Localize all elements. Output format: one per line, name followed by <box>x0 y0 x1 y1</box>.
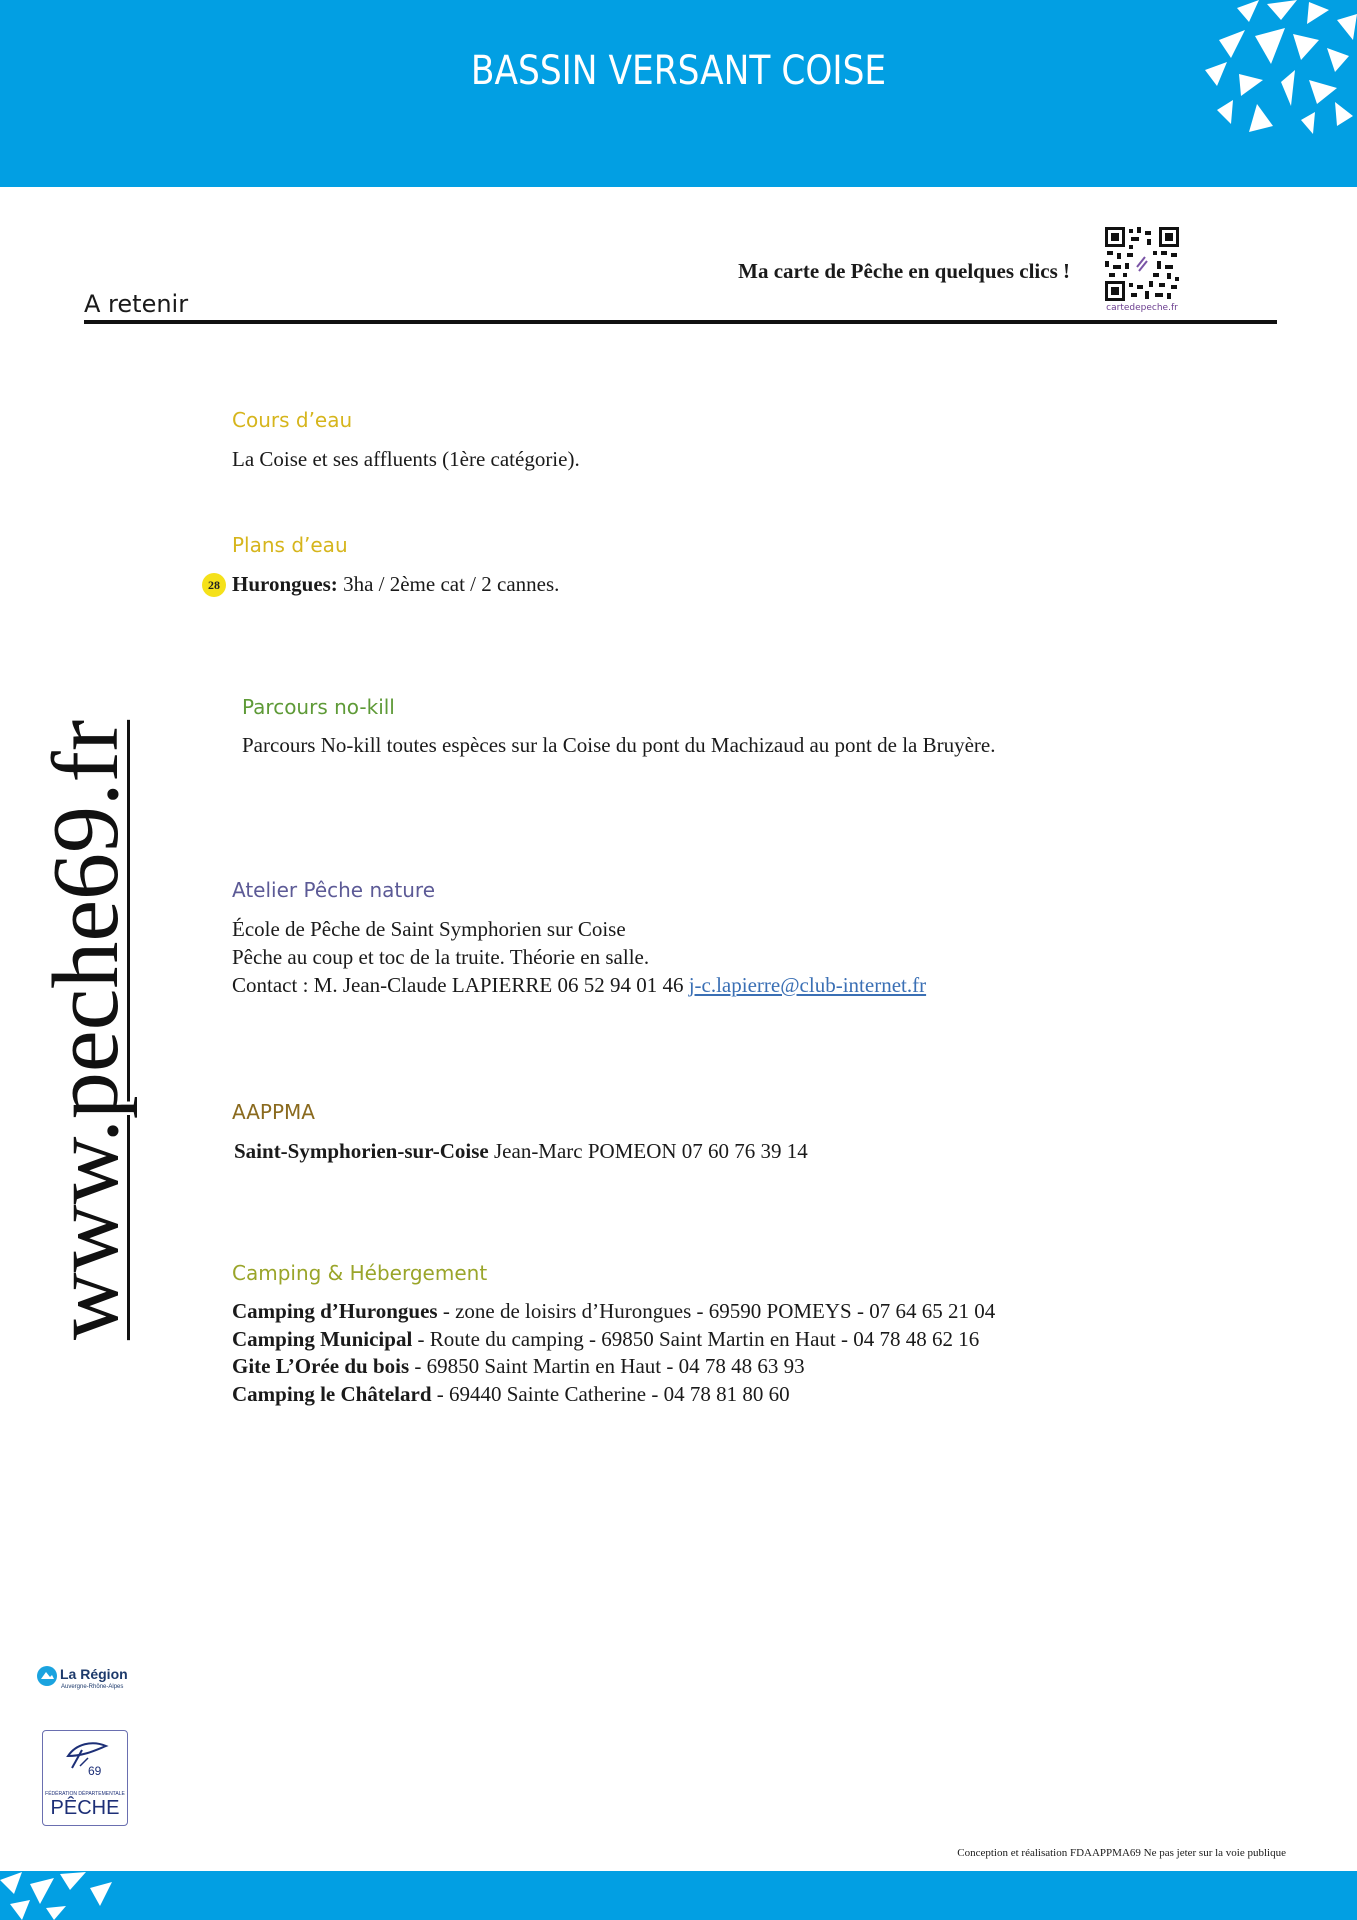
aappma-line <box>234 1137 808 1165</box>
lake-name: Hurongues: <box>232 572 338 596</box>
camping-item <box>232 1297 995 1325</box>
cours-eau-text: La Coise et ses affluents (1ère catégorie). <box>232 447 580 471</box>
decorative-shards-bottom <box>0 1870 120 1920</box>
atelier-heading: Atelier Pêche nature <box>232 878 435 902</box>
atelier-contact <box>232 971 926 999</box>
no-kill-heading: Parcours no-kill <box>242 695 395 719</box>
camping-name: Camping le Châtelard <box>232 1382 432 1406</box>
no-kill-text: Parcours No-kill toutes espèces sur la Coise du pont du Machizaud au pont de la Bruyère. <box>242 733 996 757</box>
camping-name: Gite L’Orée du bois <box>232 1354 410 1378</box>
camping-heading: Camping & Hébergement <box>232 1261 488 1285</box>
camping-details: - zone de loisirs d’Hurongues - 69590 POMEYS - 07 64 65 21 04 <box>437 1299 996 1323</box>
side-url-link[interactable]: www.peche69.fr <box>34 719 138 1341</box>
camping-details: - Route du camping - 69850 Saint Martin en Haut - 04 78 48 62 16 <box>412 1327 980 1351</box>
fish-icon <box>62 1736 112 1770</box>
atelier-line-2: Pêche au coup et toc de la truite. Théorie en salle. <box>232 945 650 969</box>
section-label: A retenir <box>84 290 189 318</box>
camping-item <box>232 1380 790 1408</box>
camping-details: - 69850 Saint Martin en Haut - 04 78 48 63 93 <box>409 1354 805 1378</box>
qr-code-icon[interactable] <box>1105 227 1179 301</box>
email-link[interactable]: j-c.lapierre@club-internet.fr <box>688 973 927 997</box>
plans-eau-line <box>232 570 559 598</box>
credits: Conception et réalisation FDAAPPMA69 Ne pas jeter sur la voie publique <box>957 1847 1286 1859</box>
region-logo-icon <box>37 1666 57 1686</box>
plans-eau-heading: Plans d’eau <box>232 533 348 557</box>
federation-title: PÊCHE <box>50 1797 120 1819</box>
qr-caption: cartedepeche.fr <box>1106 303 1178 313</box>
camping-item <box>232 1325 979 1353</box>
cours-eau-heading: Cours d’eau <box>232 408 353 432</box>
lake-number-badge: 28 <box>202 573 226 597</box>
region-name: La Région <box>60 1666 128 1682</box>
divider <box>84 320 1277 324</box>
atelier-line-1: École de Pêche de Saint Symphorien sur Coise <box>232 917 626 941</box>
camping-name: Camping Municipal <box>232 1327 413 1351</box>
contact-text: Contact : M. Jean-Claude LAPIERRE 06 52 94 01 46 <box>232 973 684 997</box>
camping-item <box>232 1352 805 1380</box>
lake-details: 3ha / 2ème cat / 2 cannes. <box>337 572 560 596</box>
footer-band <box>0 1871 1357 1920</box>
camping-details: - 69440 Sainte Catherine - 04 78 81 80 60 <box>431 1382 790 1406</box>
decorative-shards-top <box>1197 0 1357 140</box>
region-subtitle: Auvergne-Rhône-Alpes <box>61 1684 124 1690</box>
aappma-name: Saint-Symphorien-sur-Coise <box>234 1139 489 1163</box>
federation-number: 69 <box>88 1764 102 1778</box>
camping-name: Camping d’Hurongues <box>232 1299 438 1323</box>
federation-subtitle: FÉDÉRATION DÉPARTEMENTALE <box>45 1791 125 1797</box>
aappma-heading: AAPPMA <box>232 1100 315 1124</box>
page-title: BASSIN VERSANT COISE <box>470 48 887 94</box>
aappma-details: Jean-Marc POMEON 07 60 76 39 14 <box>488 1139 808 1163</box>
tagline: Ma carte de Pêche en quelques clics ! <box>738 259 1070 283</box>
